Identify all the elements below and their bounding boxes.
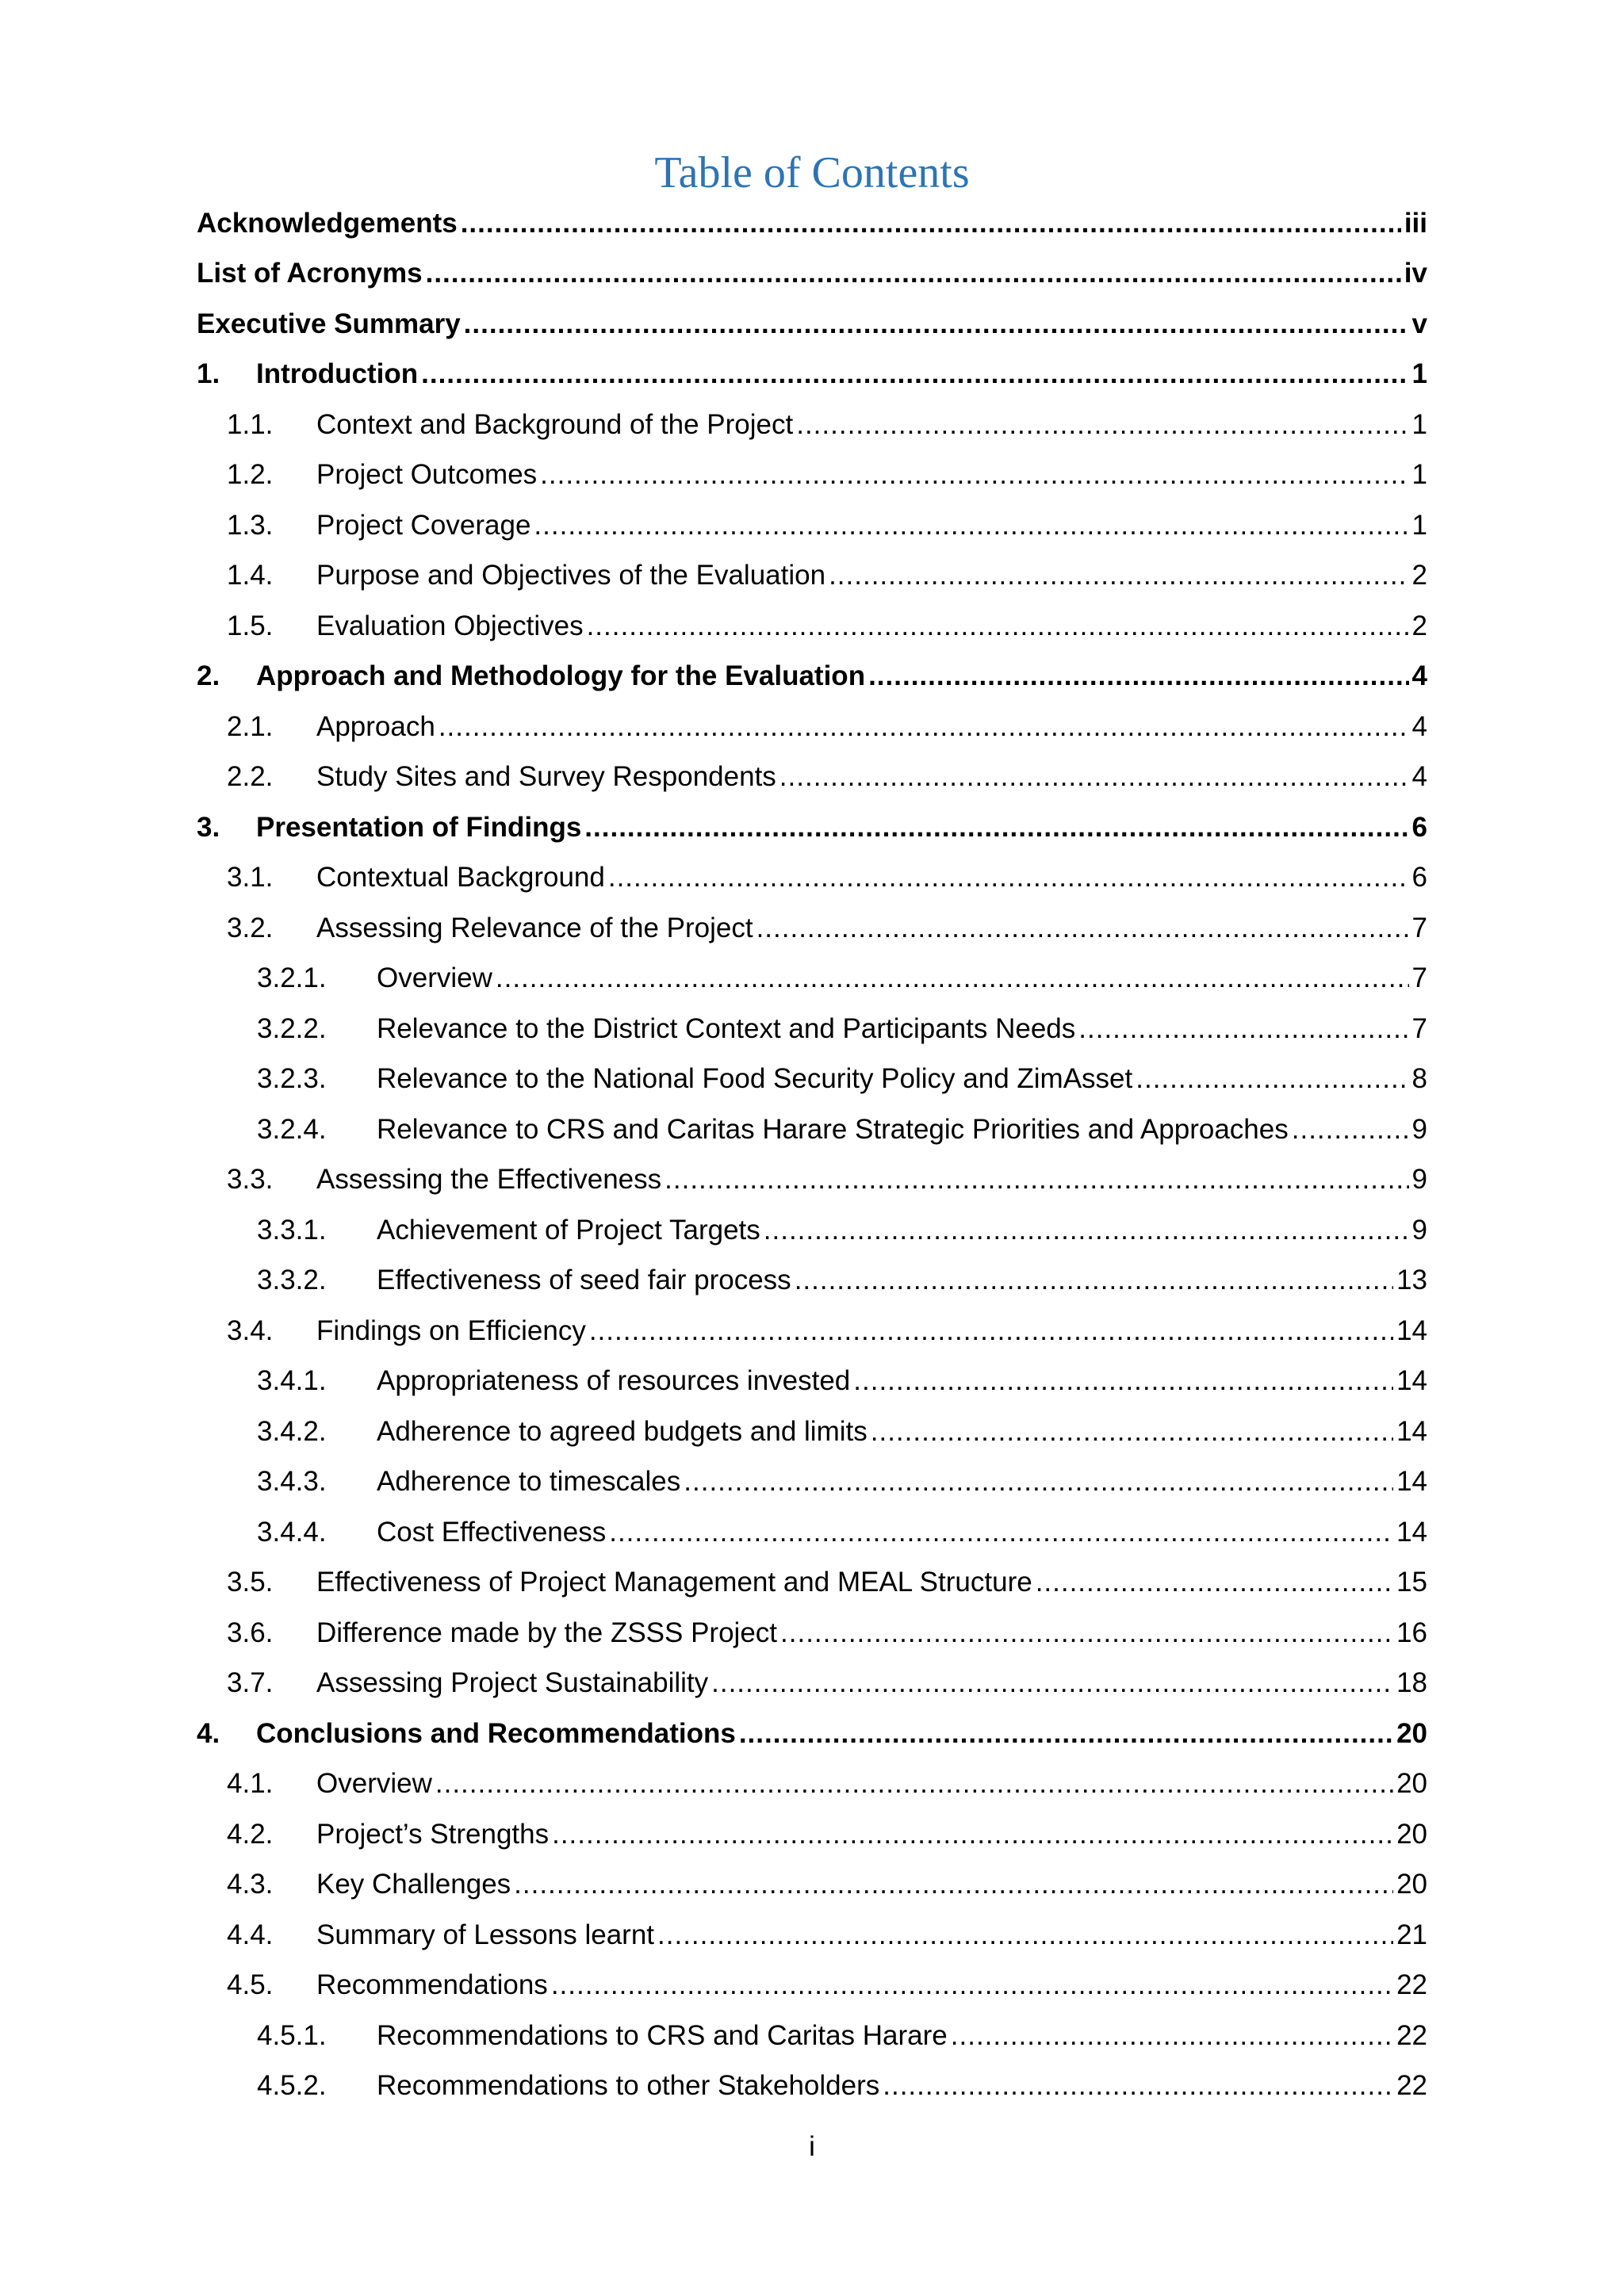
toc-entry-number: 3.2. — [227, 912, 274, 943]
toc-entry-label: Effectiveness of Project Management and MEAL Structure — [316, 1567, 1032, 1598]
toc-entry-page: 18 — [1396, 1667, 1427, 1699]
toc-entry-label: Achievement of Project Targets — [377, 1214, 760, 1246]
toc-entry-page: 9 — [1411, 1113, 1427, 1145]
toc-entry[interactable] — [197, 1104, 1427, 1155]
dot-leader — [496, 962, 1409, 994]
toc-entry-number: 3.2.1. — [257, 962, 327, 994]
toc-entry-number: 3.7. — [227, 1667, 274, 1699]
toc-entry-label: Approach and Methodology for the Evaluation — [256, 660, 866, 692]
dot-leader — [756, 913, 1409, 944]
toc-entry-page: 4 — [1411, 710, 1427, 742]
toc-entry-number: 4.5.1. — [257, 2019, 327, 2051]
dot-leader — [951, 2020, 1393, 2052]
toc-entry-page: 1 — [1411, 509, 1427, 541]
toc-entry-label: Relevance to the District Context and Participants Needs — [377, 1012, 1076, 1044]
toc-entry[interactable] — [197, 1860, 1427, 1911]
toc-entry-page: 22 — [1396, 2070, 1427, 2102]
dot-leader — [1292, 1114, 1409, 1146]
toc-entry-page: 14 — [1396, 1415, 1427, 1447]
toc-entry-label: Project Coverage — [316, 509, 531, 541]
toc-entry-label: Relevance to CRS and Caritas Harare Strategic Priorities and Approaches — [377, 1113, 1289, 1145]
dot-leader — [540, 459, 1408, 491]
toc-entry[interactable] — [197, 601, 1427, 652]
toc-entry-label: Recommendations — [316, 1969, 548, 2001]
toc-entry[interactable] — [197, 350, 1427, 400]
dot-leader — [657, 1919, 1393, 1951]
toc-entry-label: Recommendations to CRS and Caritas Harare — [377, 2019, 948, 2051]
toc-entry-page: 15 — [1396, 1567, 1427, 1598]
toc-entry-label: Evaluation Objectives — [316, 610, 584, 641]
toc-entry-number: 3.2.2. — [257, 1012, 327, 1044]
toc-entry-page: 20 — [1396, 1869, 1427, 1900]
toc-entry-label: Introduction — [256, 358, 419, 390]
dot-leader — [461, 208, 1401, 239]
toc-entry-label: Adherence to agreed budgets and limits — [377, 1415, 868, 1447]
toc-entry[interactable] — [197, 198, 1427, 249]
dot-leader — [551, 1969, 1393, 2001]
toc-entry[interactable] — [197, 1659, 1427, 1709]
toc-entry-number: 4.4. — [227, 1919, 274, 1950]
dot-leader — [421, 358, 1408, 390]
toc-entry-label: Purpose and Objectives of the Evaluation — [316, 560, 826, 591]
toc-entry-number: 1.1. — [227, 408, 274, 440]
page-number: i — [809, 2131, 815, 2162]
toc-entry[interactable] — [197, 400, 1427, 450]
dot-leader — [426, 258, 1401, 289]
toc-entry-label: Adherence to timescales — [377, 1466, 681, 1498]
toc-entry-number: 3.6. — [227, 1617, 274, 1648]
toc-entry-page: 4 — [1411, 761, 1427, 793]
dot-leader — [829, 560, 1408, 591]
toc-entry-page: 1 — [1411, 408, 1427, 440]
dot-leader — [464, 308, 1409, 340]
dot-leader — [871, 1416, 1393, 1448]
dot-leader — [665, 1164, 1408, 1196]
toc-entry[interactable] — [197, 802, 1427, 853]
toc-entry[interactable] — [197, 1759, 1427, 1810]
toc-entry[interactable] — [197, 1910, 1427, 1961]
toc-entry-page: 1 — [1411, 459, 1427, 491]
toc-entry[interactable] — [197, 1961, 1427, 2011]
toc-entry-number: 3.4.1. — [257, 1365, 327, 1397]
toc-entry-number: 1.4. — [227, 560, 274, 591]
dot-leader — [739, 1718, 1393, 1750]
toc-entry-page: 13 — [1396, 1265, 1427, 1296]
toc-entry-page: 1 — [1411, 358, 1427, 390]
toc-entry[interactable] — [197, 1205, 1427, 1256]
dot-leader — [552, 1819, 1393, 1850]
toc-entry-number: 3.3.1. — [257, 1214, 327, 1246]
dot-leader — [711, 1667, 1393, 1699]
toc-entry-number: 3.4.4. — [257, 1516, 327, 1548]
toc-entry-number: 3.2.4. — [257, 1113, 327, 1145]
toc-entry-number: 3. — [197, 811, 220, 843]
toc-entry-page: iv — [1404, 258, 1427, 289]
toc-entry-label: Executive Summary — [197, 308, 461, 339]
dot-leader — [1136, 1063, 1408, 1095]
toc-entry-label: Approach — [316, 710, 435, 742]
toc-entry-label: Summary of Lessons learnt — [316, 1919, 655, 1950]
toc-entry-label: Difference made by the ZSSS Project — [316, 1617, 778, 1648]
toc-entry-page: 20 — [1396, 1717, 1427, 1749]
toc-entry-number: 4.3. — [227, 1869, 274, 1900]
toc-entry-number: 3.4.2. — [257, 1415, 327, 1447]
toc-entry[interactable] — [197, 2061, 1427, 2112]
toc-entry-label: Study Sites and Survey Respondents — [316, 761, 776, 793]
dot-leader — [587, 610, 1409, 642]
toc-entry-number: 4. — [197, 1717, 220, 1749]
toc-entry-page: 21 — [1396, 1919, 1427, 1950]
toc-entry-label: Assessing Relevance of the Project — [316, 912, 753, 943]
toc-entry-number: 1.3. — [227, 509, 274, 541]
toc-entry-page: 6 — [1411, 862, 1427, 894]
toc-entry-page: 7 — [1411, 912, 1427, 943]
toc-entry-label: Context and Background of the Project — [316, 408, 794, 440]
toc-entry-number: 3.5. — [227, 1567, 274, 1598]
toc-entry[interactable] — [197, 299, 1427, 350]
toc-entry-page: 14 — [1396, 1516, 1427, 1548]
toc-entry-label: Key Challenges — [316, 1869, 511, 1900]
toc-entry-label: List of Acronyms — [197, 258, 423, 289]
dot-leader — [589, 1315, 1393, 1347]
toc-entry[interactable] — [197, 1457, 1427, 1508]
dot-leader — [684, 1466, 1393, 1498]
dot-leader — [796, 409, 1408, 441]
toc-entry[interactable] — [197, 500, 1427, 551]
toc-entry-label: Findings on Efficiency — [316, 1314, 586, 1346]
toc-entry-number: 2. — [197, 660, 220, 692]
dot-leader — [764, 1215, 1409, 1246]
toc-entry-page: 22 — [1396, 1969, 1427, 2001]
page-title: Table of Contents — [654, 148, 970, 197]
toc-entry[interactable] — [197, 1507, 1427, 1558]
toc-entry[interactable] — [197, 1709, 1427, 1759]
toc-entry-number: 2.2. — [227, 761, 274, 793]
toc-entry-number: 3.4.3. — [257, 1466, 327, 1498]
toc-entry-page: 20 — [1396, 1768, 1427, 1800]
toc-entry[interactable] — [197, 903, 1427, 954]
dot-leader — [795, 1265, 1393, 1296]
toc-entry-page: 9 — [1411, 1214, 1427, 1246]
toc-list — [197, 198, 1427, 2111]
toc-entry-number: 4.5. — [227, 1969, 274, 2001]
toc-entry-number: 4.5.2. — [257, 2070, 327, 2102]
toc-entry-page: 7 — [1411, 1012, 1427, 1044]
toc-entry-page: 7 — [1411, 962, 1427, 994]
toc-entry-number: 2.1. — [227, 710, 274, 742]
dot-leader — [609, 1517, 1393, 1548]
toc-entry[interactable] — [197, 954, 1427, 1004]
dot-leader — [584, 812, 1408, 844]
toc-entry-page: 6 — [1411, 811, 1427, 843]
toc-entry[interactable] — [197, 853, 1427, 904]
toc-entry-label: Conclusions and Recommendations — [256, 1717, 736, 1749]
toc-entry-number: 1. — [197, 358, 220, 390]
toc-entry[interactable] — [197, 2011, 1427, 2061]
toc-entry-number: 3.1. — [227, 862, 274, 894]
toc-entry-label: Relevance to the National Food Security Policy and ZimAsset — [377, 1063, 1133, 1095]
toc-entry-label: Effectiveness of seed fair process — [377, 1265, 791, 1296]
toc-entry-number: 4.2. — [227, 1818, 274, 1850]
dot-leader — [1036, 1567, 1393, 1598]
toc-entry[interactable] — [197, 1004, 1427, 1054]
toc-entry-label: Recommendations to other Stakeholders — [377, 2070, 880, 2102]
dot-leader — [868, 660, 1408, 692]
toc-entry-number: 4.1. — [227, 1768, 274, 1800]
toc-entry[interactable] — [197, 1406, 1427, 1457]
toc-entry[interactable] — [197, 752, 1427, 803]
toc-entry-page: 14 — [1396, 1466, 1427, 1498]
toc-entry-page: iii — [1404, 207, 1427, 239]
toc-entry-label: Presentation of Findings — [256, 811, 582, 843]
toc-entry[interactable] — [197, 551, 1427, 602]
toc-entry-label: Assessing Project Sustainability — [316, 1667, 709, 1699]
dot-leader — [780, 1617, 1393, 1649]
dot-leader — [435, 1768, 1393, 1800]
toc-entry-page: 4 — [1411, 660, 1427, 692]
toc-entry-label: Overview — [316, 1768, 432, 1800]
toc-entry-label: Cost Effectiveness — [377, 1516, 607, 1548]
toc-entry[interactable] — [197, 249, 1427, 300]
toc-entry-label: Appropriateness of resources invested — [377, 1365, 851, 1397]
toc-entry-page: 14 — [1396, 1365, 1427, 1397]
toc-entry-number: 3.3.2. — [257, 1265, 327, 1296]
toc-entry-label: Project’s Strengths — [316, 1818, 550, 1850]
toc-entry-label: Contextual Background — [316, 862, 605, 894]
toc-entry[interactable] — [197, 1357, 1427, 1407]
toc-entry-page: 2 — [1411, 560, 1427, 591]
toc-entry-number: 3.3. — [227, 1164, 274, 1196]
toc-entry-page: 2 — [1411, 610, 1427, 641]
toc-entry-label: Overview — [377, 962, 492, 994]
toc-entry[interactable] — [197, 450, 1427, 501]
dot-leader — [779, 761, 1409, 793]
dot-leader — [853, 1365, 1393, 1397]
toc-entry[interactable] — [197, 1155, 1427, 1206]
toc-entry-label: Acknowledgements — [197, 207, 458, 239]
toc-entry-number: 1.5. — [227, 610, 274, 641]
toc-entry-page: 16 — [1396, 1617, 1427, 1648]
toc-entry[interactable] — [197, 1054, 1427, 1105]
toc-entry[interactable] — [197, 1256, 1427, 1307]
toc-entry[interactable] — [197, 1558, 1427, 1609]
dot-leader — [883, 2070, 1393, 2102]
toc-entry-page: 14 — [1396, 1314, 1427, 1346]
toc-entry-page: v — [1411, 308, 1427, 339]
dot-leader — [1078, 1013, 1408, 1045]
toc-entry-page: 20 — [1396, 1818, 1427, 1850]
dot-leader — [439, 711, 1409, 743]
toc-entry[interactable] — [197, 1608, 1427, 1659]
toc-entry[interactable] — [197, 1306, 1427, 1357]
toc-entry-label: Project Outcomes — [316, 459, 538, 491]
toc-entry-page: 22 — [1396, 2019, 1427, 2051]
toc-entry[interactable] — [197, 702, 1427, 752]
toc-entry[interactable] — [197, 1809, 1427, 1860]
dot-leader — [534, 510, 1408, 541]
toc-entry-page: 8 — [1411, 1063, 1427, 1095]
toc-entry-label: Assessing the Effectiveness — [316, 1164, 662, 1196]
toc-entry-number: 3.2.3. — [257, 1063, 327, 1095]
toc-entry-page: 9 — [1411, 1164, 1427, 1196]
toc-entry-number: 1.2. — [227, 459, 274, 491]
dot-leader — [514, 1869, 1393, 1900]
toc-entry-number: 3.4. — [227, 1314, 274, 1346]
toc-entry[interactable] — [197, 652, 1427, 702]
dot-leader — [608, 862, 1409, 894]
